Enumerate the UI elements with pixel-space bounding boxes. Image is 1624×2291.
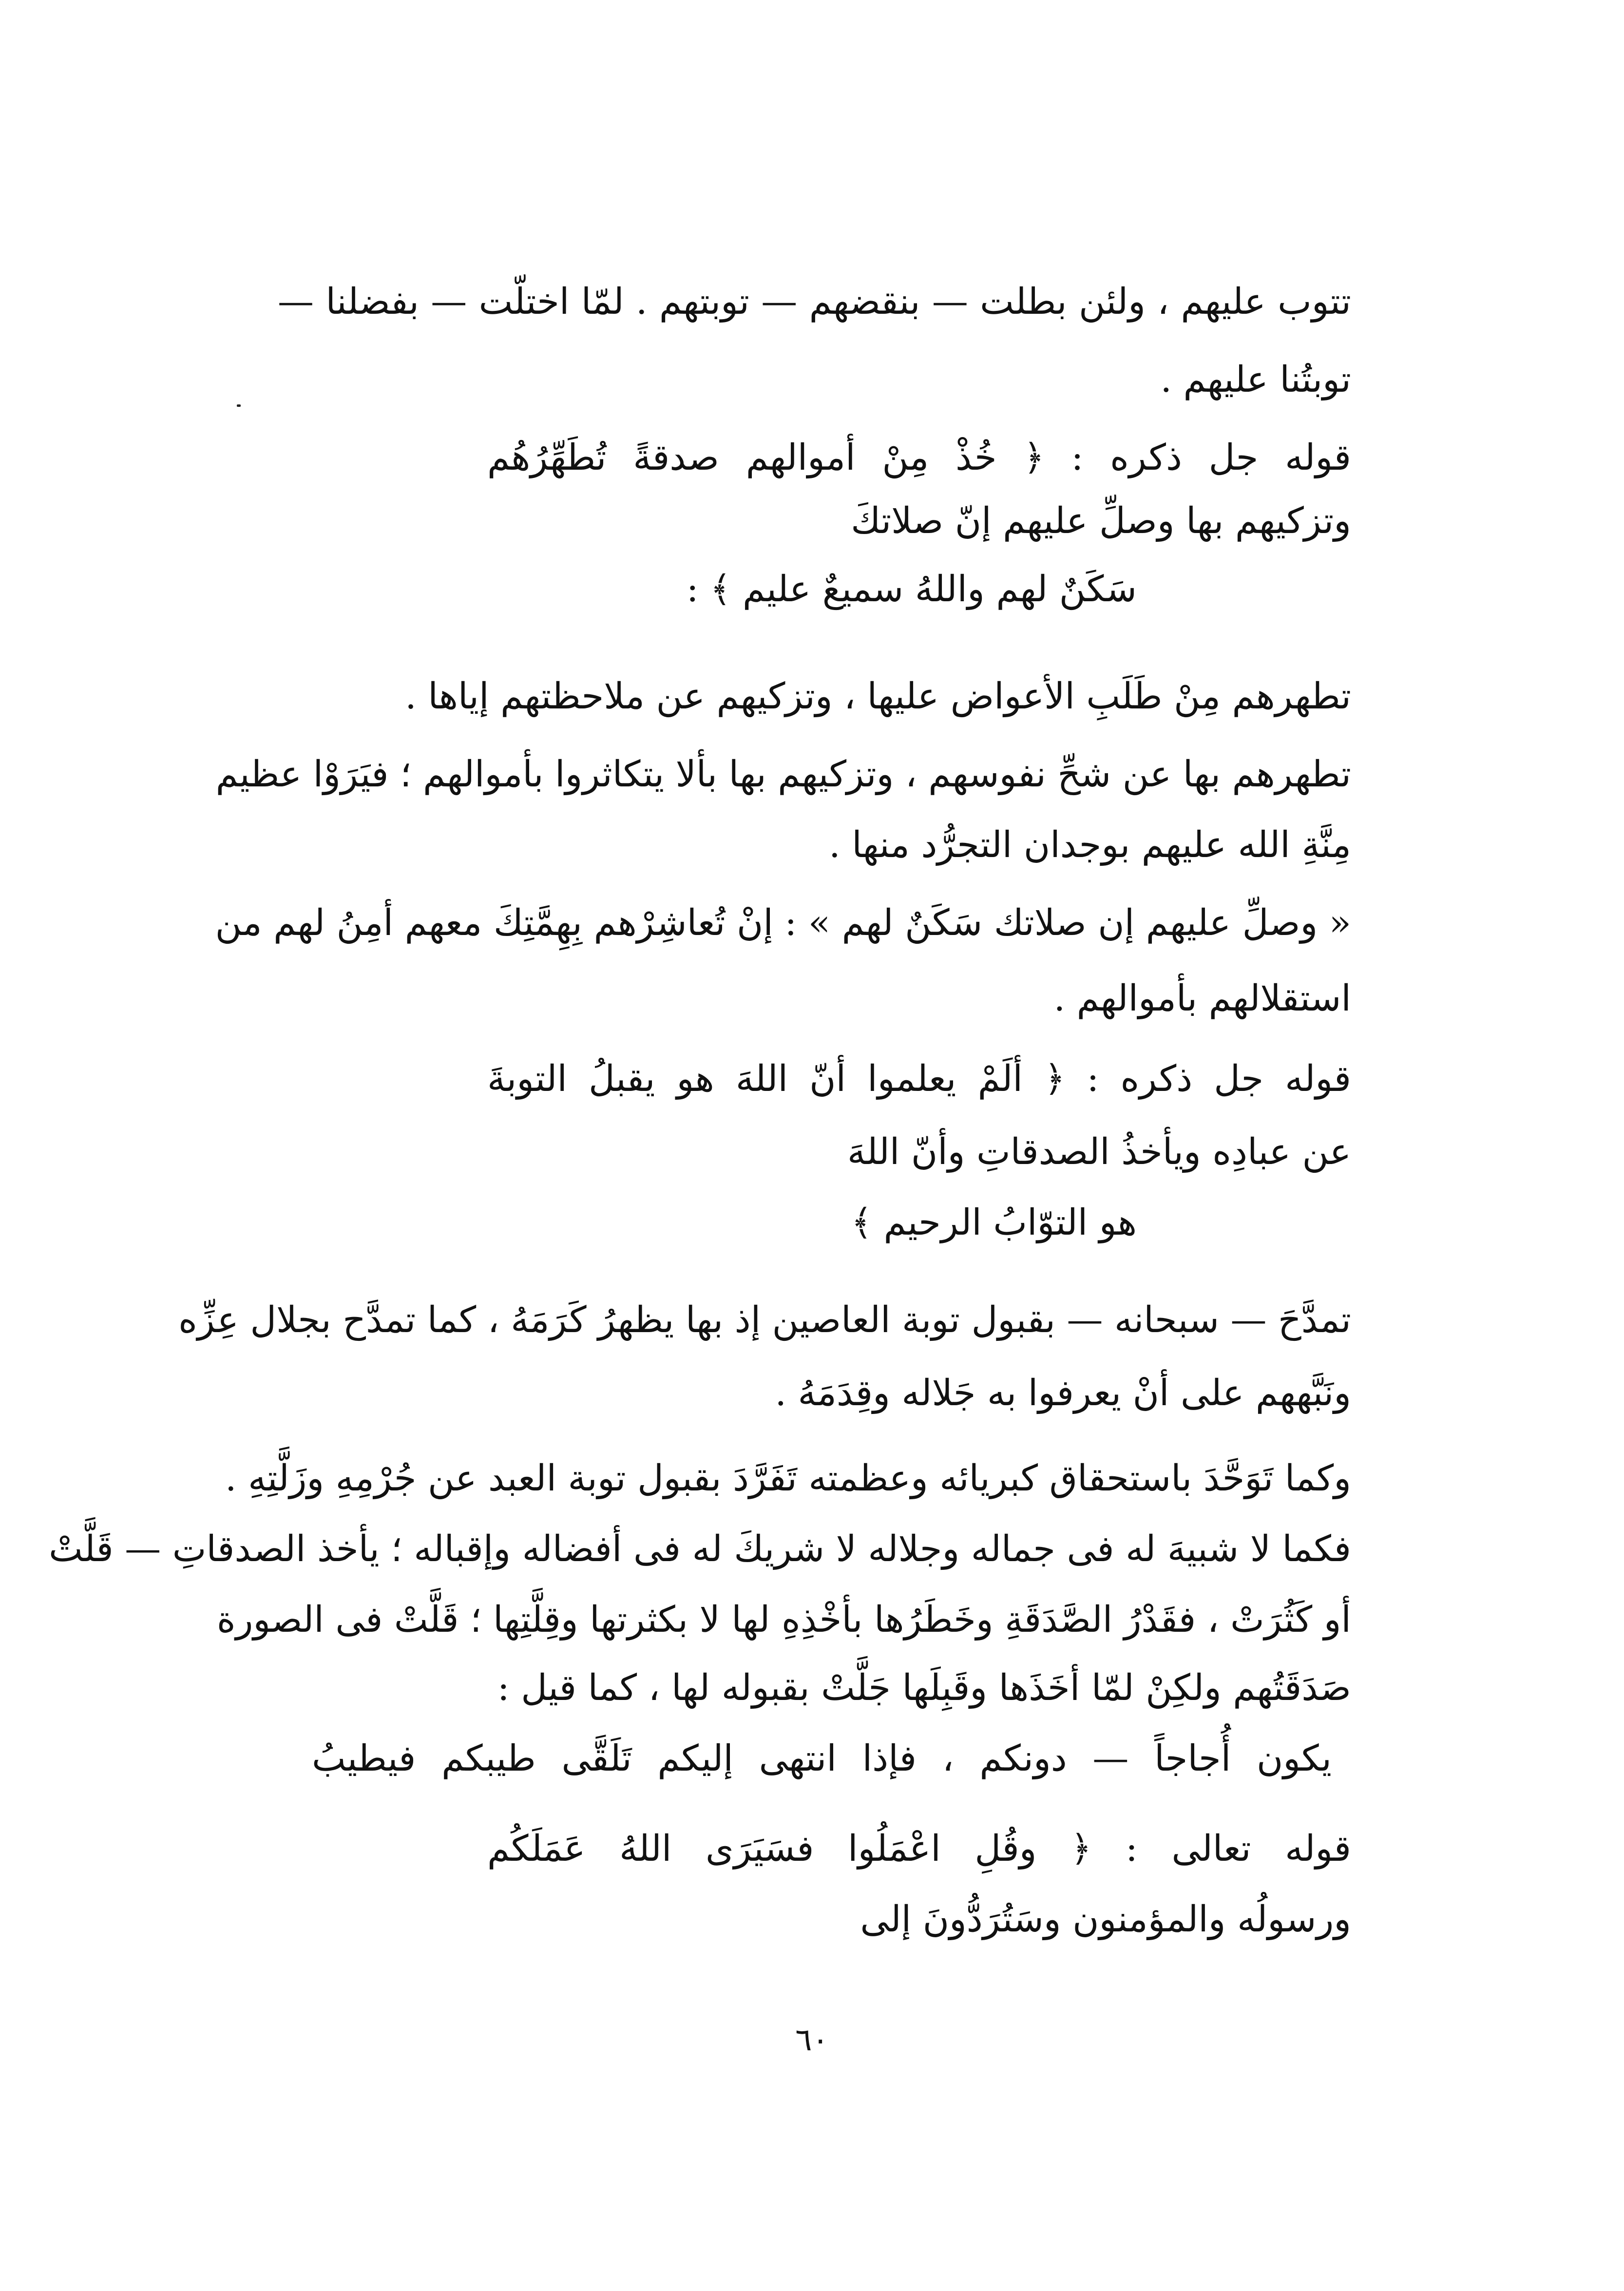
quran-verse-line-4: قوله جل ذكره : ﴿ ألَمْ يعلموا أنّ اللهَ هو يقبلُ التوبةَ	[487, 1058, 1351, 1100]
quran-verse-line-6: هو التوّابُ الرحيم ﴾	[851, 1202, 1137, 1243]
text-line-2: توبتُنا عليهم .	[1160, 359, 1351, 401]
text-line-8: مِنَّةِ الله عليهم بوجدان التجرُّد منها .	[829, 824, 1351, 866]
page-number: ٦٠	[795, 2022, 829, 2058]
poetry-line: يكون أُجاجاً — دونكم ، فإذا انتهى إليكم تَلَقَّى طيبكم فيطيبُ	[312, 1737, 1332, 1779]
quran-verse-line-7: قوله تعالى : ﴿ وقُلِ اعْمَلُوا فسَيَرَى اللهُ عَمَلَكُم	[487, 1828, 1351, 1870]
quran-verse-line-3: سَكَنٌ لهم واللهُ سميعٌ عليم ﴾ :	[686, 568, 1137, 610]
text-line-16: وكما تَوَحَّدَ باستحقاق كبريائه وعظمته تَفَرَّدَ بقبول توبة العبد عن جُرْمِهِ وزَلَّتِهِ .	[225, 1457, 1351, 1499]
ink-speck	[237, 404, 241, 407]
text-line-10: استقلالهم بأموالهم .	[1053, 977, 1351, 1019]
quran-verse-line-1: قوله جل ذكره : ﴿ خُذْ مِنْ أموالهم صدقةً تُطَهِّرُهُم	[487, 437, 1351, 478]
text-line-7: تطهرهم بها عن شحِّ نفوسهم ، وتزكيهم بها بألا يتكاثروا بأموالهم ؛ فيَرَوْا عظيم	[215, 753, 1351, 795]
quran-verse-line-5: عن عبادِه ويأخذُ الصدقاتِ وأنّ اللهَ	[847, 1131, 1351, 1173]
quran-verse-line-8: ورسولُه والمؤمنون وسَتُرَدُّونَ إلى	[860, 1898, 1351, 1940]
text-line-9: « وصلِّ عليهم إن صلاتك سَكَنٌ لهم » : إنْ تُعاشِرْهم بِهِمَّتِكَ معهم أمِنُ لهم من	[215, 902, 1351, 944]
text-line-15: ونَبَّههم على أنْ يعرفوا به جَلاله وقِدَمَهُ .	[775, 1372, 1351, 1414]
text-line-19: صَدَقَتُهم ولكِنْ لمّا أخَذَها وقَبِلَها جَلَّتْ بقبوله لها ، كما قيل :	[497, 1667, 1351, 1709]
text-line-17: فكما لا شبيهَ له فى جماله وجلاله لا شريكَ له فى أفضاله وإقباله ؛ يأخذ الصدقاتِ — قَلَّتْ	[49, 1528, 1351, 1570]
text-line-1: تتوب عليهم ، ولئن بطلت — بنقضهم — توبتهم . لمّا اختلّت — بفضلنا —	[278, 281, 1351, 323]
text-line-14: تمدَّحَ — سبحانه — بقبول توبة العاصين إذ بها يظهرُ كَرَمَهُ ، كما تمدَّح بجلال عِزِّه	[178, 1299, 1351, 1341]
text-line-18: أو كَثُرَتْ ، فقَدْرُ الصَّدَقَةِ وخَطَرُها بأخْذِهِ لها لا بكثرتها وقِلَّتِها ؛ قَلَّتْ فى الصورة	[216, 1599, 1351, 1641]
quran-verse-line-2: وتزكيهم بها وصلِّ عليهم إنّ صلاتكَ	[851, 500, 1351, 542]
text-line-6: تطهرهم مِنْ طَلَبِ الأعواض عليها ، وتزكيهم عن ملاحظتهم إياها .	[405, 675, 1351, 717]
